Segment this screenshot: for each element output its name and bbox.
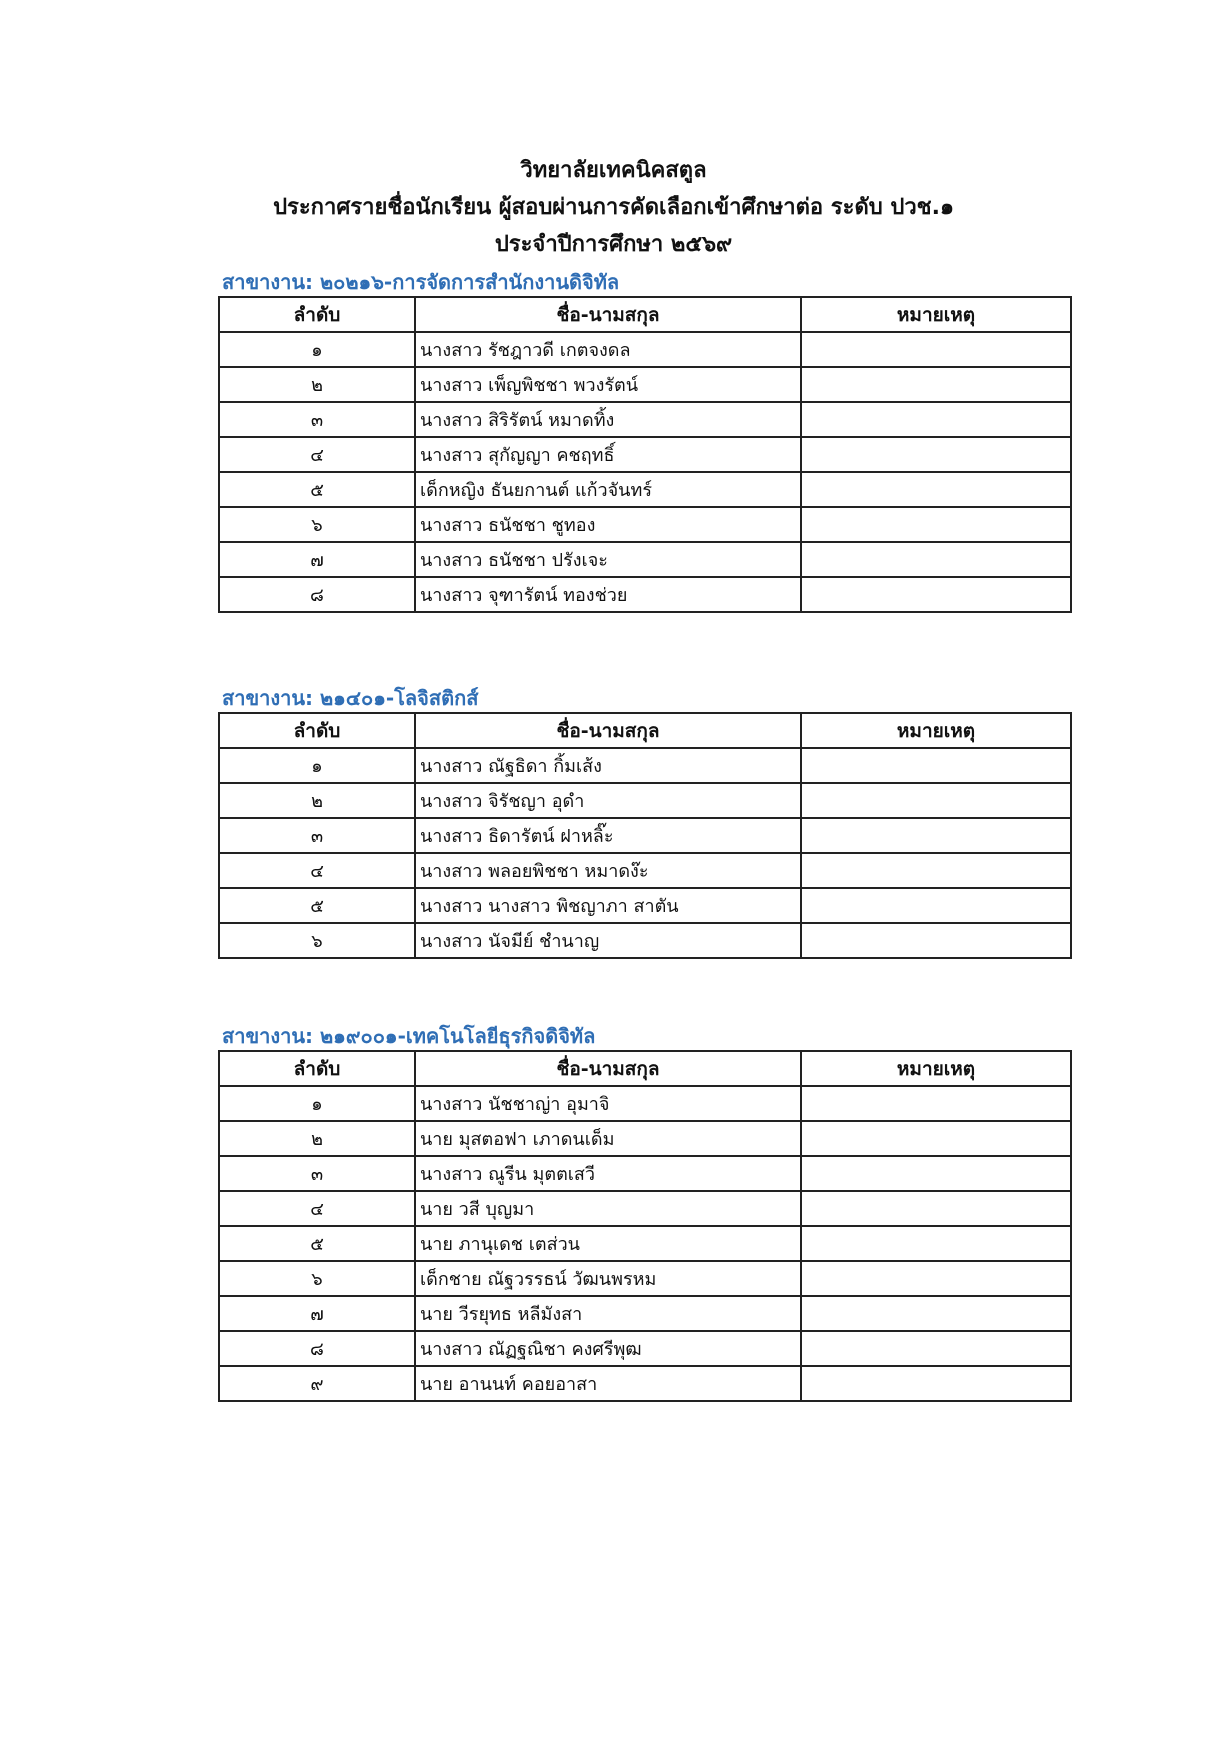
row-number: ๕ bbox=[219, 472, 415, 507]
student-name: นางสาว จุฑารัตน์ ทองช่วย bbox=[415, 577, 801, 612]
student-name: เด็กชาย ณัฐวรรธน์ วัฒนพรหม bbox=[415, 1261, 801, 1296]
row-number: ๔ bbox=[219, 853, 415, 888]
table-row bbox=[219, 888, 1071, 923]
college-name: วิทยาลัยเทคนิคสตูล bbox=[520, 158, 707, 183]
section-logistics bbox=[218, 684, 1070, 959]
row-number: ๗ bbox=[219, 1296, 415, 1331]
table-row bbox=[219, 332, 1071, 367]
row-number: ๕ bbox=[219, 1226, 415, 1261]
row-number: ๖ bbox=[219, 507, 415, 542]
remark-cell bbox=[801, 748, 1071, 783]
student-name: นางสาว ณัฏฐณิชา คงศรีพุฒ bbox=[415, 1331, 801, 1366]
remark-cell bbox=[801, 367, 1071, 402]
student-name: นางสาว นัชชาญ่า อุมาจิ bbox=[415, 1086, 801, 1121]
table-row bbox=[219, 1226, 1071, 1261]
remark-cell bbox=[801, 1226, 1071, 1261]
remark-cell bbox=[801, 1086, 1071, 1121]
column-header-remark: หมายเหตุ bbox=[801, 713, 1071, 748]
remark-cell bbox=[801, 472, 1071, 507]
table-row bbox=[219, 577, 1071, 612]
remark-cell bbox=[801, 1191, 1071, 1226]
row-number: ๔ bbox=[219, 437, 415, 472]
student-name: เด็กหญิง ธันยกานต์ แก้วจันทร์ bbox=[415, 472, 801, 507]
row-number: ๒ bbox=[219, 783, 415, 818]
student-name: นางสาว ธนัชชา ชูทอง bbox=[415, 507, 801, 542]
remark-cell bbox=[801, 1261, 1071, 1296]
section-title: สาขางาน: ๒๐๒๑๖-การจัดการสำนักงานดิจิทัล bbox=[222, 270, 620, 294]
table-row bbox=[219, 748, 1071, 783]
remark-cell bbox=[801, 818, 1071, 853]
row-number: ๙ bbox=[219, 1366, 415, 1401]
row-number: ๖ bbox=[219, 1261, 415, 1296]
remark-cell bbox=[801, 437, 1071, 472]
remark-cell bbox=[801, 1331, 1071, 1366]
row-number: ๓ bbox=[219, 402, 415, 437]
student-name: นาย มุสตอฟา เภาดนเด็ม bbox=[415, 1121, 801, 1156]
remark-cell bbox=[801, 1156, 1071, 1191]
student-table bbox=[218, 1050, 1072, 1402]
student-name: นางสาว ธิดารัตน์ ฝาหลิ๊ะ bbox=[415, 818, 801, 853]
table-row bbox=[219, 1331, 1071, 1366]
table-row bbox=[219, 853, 1071, 888]
student-name: นางสาว รัชฎาวดี เกตจงดล bbox=[415, 332, 801, 367]
column-header-no: ลำดับ bbox=[219, 713, 415, 748]
remark-cell bbox=[801, 1121, 1071, 1156]
announcement-title: ประกาศรายชื่อนักเรียน ผู้สอบผ่านการคัดเลือกเข้าศึกษาต่อ ระดับ ปวช.๑ bbox=[273, 195, 954, 220]
student-name: นางสาว นางสาว พิชญาภา สาตัน bbox=[415, 888, 801, 923]
row-number: ๑ bbox=[219, 748, 415, 783]
remark-cell bbox=[801, 402, 1071, 437]
remark-cell bbox=[801, 542, 1071, 577]
student-name: นางสาว พลอยพิชชา หมาดง๊ะ bbox=[415, 853, 801, 888]
table-row bbox=[219, 437, 1071, 472]
document-header bbox=[0, 152, 1227, 263]
table-row bbox=[219, 818, 1071, 853]
row-number: ๕ bbox=[219, 888, 415, 923]
student-name: นาย วสี บุญมา bbox=[415, 1191, 801, 1226]
column-header-no: ลำดับ bbox=[219, 297, 415, 332]
column-header-no: ลำดับ bbox=[219, 1051, 415, 1086]
student-name: นางสาว ณูรีน มุตตเสวี bbox=[415, 1156, 801, 1191]
row-number: ๖ bbox=[219, 923, 415, 958]
table-row bbox=[219, 1156, 1071, 1191]
row-number: ๘ bbox=[219, 1331, 415, 1366]
table-row bbox=[219, 367, 1071, 402]
table-row bbox=[219, 542, 1071, 577]
table-row bbox=[219, 472, 1071, 507]
student-name: นาย ภานุเดช เตส่วน bbox=[415, 1226, 801, 1261]
column-header-name: ชื่อ-นามสกุล bbox=[415, 1051, 801, 1086]
row-number: ๗ bbox=[219, 542, 415, 577]
row-number: ๒ bbox=[219, 1121, 415, 1156]
table-row bbox=[219, 1086, 1071, 1121]
student-table bbox=[218, 296, 1072, 613]
remark-cell bbox=[801, 332, 1071, 367]
student-table bbox=[218, 712, 1072, 959]
section-title: สาขางาน: ๒๑๔๐๑-โลจิสติกส์ bbox=[222, 686, 479, 710]
student-name: นางสาว ณัฐธิดา กิ้มเส้ง bbox=[415, 748, 801, 783]
row-number: ๘ bbox=[219, 577, 415, 612]
academic-year: ประจำปีการศึกษา ๒๕๖๙ bbox=[494, 232, 733, 257]
remark-cell bbox=[801, 888, 1071, 923]
student-name: นางสาว ธนัชชา ปรังเจะ bbox=[415, 542, 801, 577]
remark-cell bbox=[801, 853, 1071, 888]
column-header-name: ชื่อ-นามสกุล bbox=[415, 297, 801, 332]
student-name: นางสาว เพ็ญพิชชา พวงรัตน์ bbox=[415, 367, 801, 402]
student-name: นางสาว จิรัชญา อุดำ bbox=[415, 783, 801, 818]
section-office-management bbox=[218, 268, 1070, 613]
table-row bbox=[219, 1121, 1071, 1156]
table-row bbox=[219, 507, 1071, 542]
table-row bbox=[219, 783, 1071, 818]
table-row bbox=[219, 1261, 1071, 1296]
remark-cell bbox=[801, 1366, 1071, 1401]
table-row bbox=[219, 402, 1071, 437]
column-header-remark: หมายเหตุ bbox=[801, 1051, 1071, 1086]
table-row bbox=[219, 1191, 1071, 1226]
remark-cell bbox=[801, 1296, 1071, 1331]
table-row bbox=[219, 1296, 1071, 1331]
section-digital-business-technology bbox=[218, 1022, 1070, 1402]
remark-cell bbox=[801, 783, 1071, 818]
row-number: ๑ bbox=[219, 332, 415, 367]
table-header-row bbox=[219, 297, 1071, 332]
student-name: นาย อานนท์ คอยอาสา bbox=[415, 1366, 801, 1401]
column-header-name: ชื่อ-นามสกุล bbox=[415, 713, 801, 748]
student-name: นางสาว สุกัญญา คชฤทธิ์ bbox=[415, 437, 801, 472]
table-row bbox=[219, 1366, 1071, 1401]
remark-cell bbox=[801, 923, 1071, 958]
table-row bbox=[219, 923, 1071, 958]
row-number: ๒ bbox=[219, 367, 415, 402]
column-header-remark: หมายเหตุ bbox=[801, 297, 1071, 332]
student-name: นาย วีรยุทธ หลีมังสา bbox=[415, 1296, 801, 1331]
remark-cell bbox=[801, 507, 1071, 542]
row-number: ๓ bbox=[219, 1156, 415, 1191]
section-title: สาขางาน: ๒๑๙๐๐๑-เทคโนโลยีธุรกิจดิจิทัล bbox=[222, 1024, 596, 1048]
student-name: นางสาว นัจมีย์ ชำนาญ bbox=[415, 923, 801, 958]
student-name: นางสาว สิริรัตน์ หมาดทิ้ง bbox=[415, 402, 801, 437]
table-header-row bbox=[219, 713, 1071, 748]
row-number: ๓ bbox=[219, 818, 415, 853]
remark-cell bbox=[801, 577, 1071, 612]
row-number: ๑ bbox=[219, 1086, 415, 1121]
row-number: ๔ bbox=[219, 1191, 415, 1226]
table-header-row bbox=[219, 1051, 1071, 1086]
